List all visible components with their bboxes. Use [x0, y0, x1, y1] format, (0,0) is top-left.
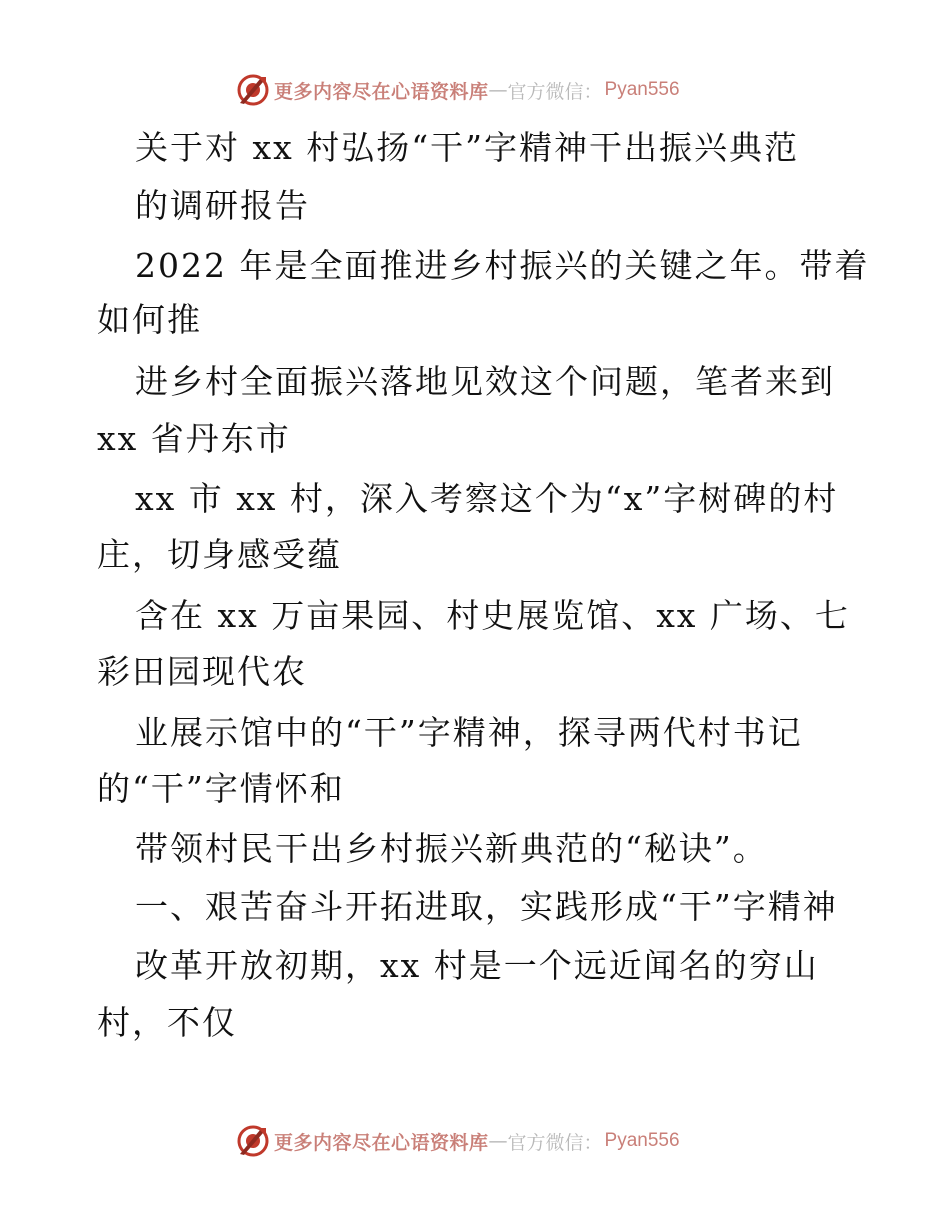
watermark-wechat-id: Pyan556	[604, 79, 680, 100]
body-line: 的“干”字情怀和	[97, 769, 345, 808]
watermark-site-text: 更多内容尽在心语资料库	[274, 80, 489, 103]
body-line: 2022 年是全面推进乡村振兴的关键之年。带着	[135, 246, 870, 285]
watermark-site-text: 更多内容尽在心语资料库	[274, 1131, 489, 1154]
body-line: 进乡村全面振兴落地见效这个问题，笔者来到	[135, 362, 835, 401]
watermark-wechat-label: 官方微信：	[507, 1131, 603, 1154]
watermark-separator: —	[488, 1130, 508, 1152]
body-line: 村，不仅	[97, 1003, 237, 1042]
body-line: 改革开放初期，xx 村是一个远近闻名的穷山	[135, 946, 819, 985]
document-title-line-2: 的调研报告	[135, 186, 310, 225]
watermark-separator: —	[488, 79, 508, 101]
section-heading: 一、艰苦奋斗开拓进取，实践形成“干”字精神	[135, 887, 838, 926]
body-line: xx 市 xx 村，深入考察这个为“x”字树碑的村	[135, 479, 839, 518]
body-line: 带领村民干出乡村振兴新典范的“秘诀”。	[135, 829, 768, 868]
body-line: 彩田园现代农	[97, 652, 307, 691]
quill-logo-icon	[236, 1124, 270, 1158]
quill-logo-icon	[236, 73, 270, 107]
document-title-line-1: 关于对 xx 村弘扬“干”字精神干出振兴典范	[135, 128, 799, 167]
body-line: 庄，切身感受蕴	[97, 535, 342, 574]
footer-watermark	[236, 1121, 680, 1161]
body-line: 如何推	[97, 300, 202, 339]
body-line: 含在 xx 万亩果园、村史展览馆、xx 广场、七	[135, 596, 850, 635]
watermark-wechat-label: 官方微信：	[507, 80, 603, 103]
watermark-wechat-id: Pyan556	[604, 1130, 680, 1151]
body-line: 业展示馆中的“干”字精神，探寻两代村书记	[135, 713, 803, 752]
header-watermark	[236, 70, 680, 110]
body-line: xx 省丹东市	[97, 419, 291, 458]
